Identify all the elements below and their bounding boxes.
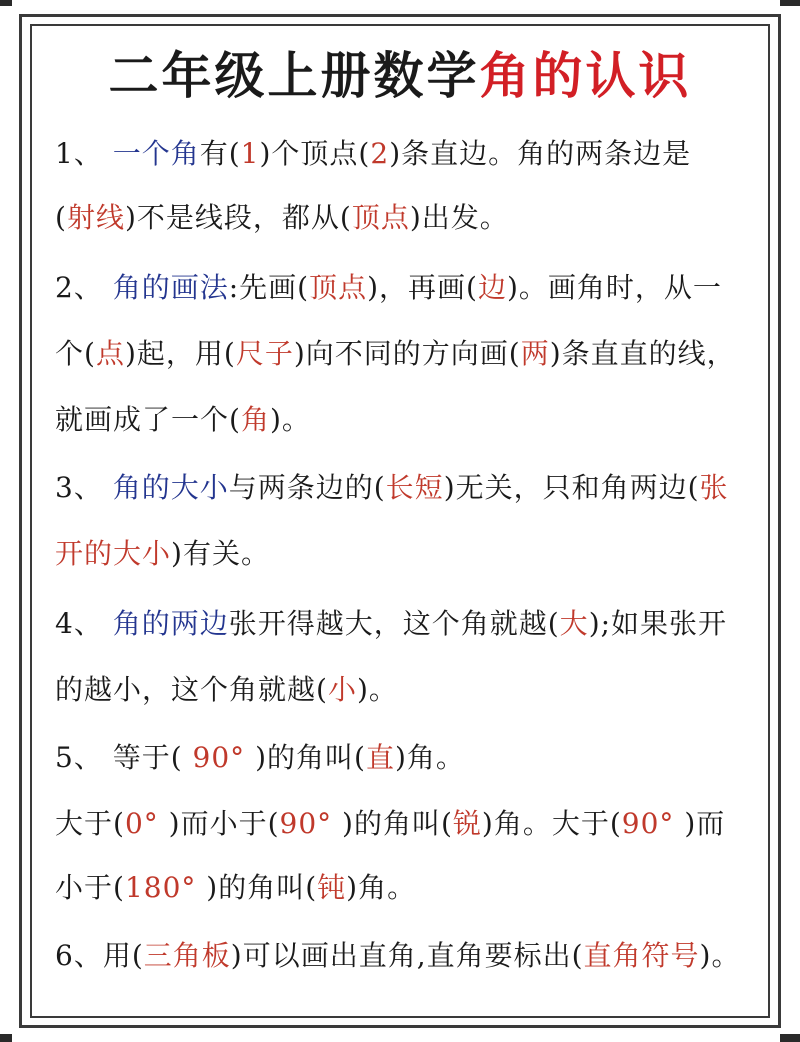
- body-text: 个(: [55, 337, 96, 370]
- title-main: 二年级上册数学: [108, 46, 480, 105]
- text-line: [55, 468, 755, 508]
- body-text: )可以画出直角,直角要标出(: [230, 939, 584, 972]
- text-line: [55, 738, 755, 778]
- body-text: 的越小，这个角就越(: [55, 673, 328, 706]
- body-text: 就画成了一个(: [55, 403, 241, 436]
- answer-text: 两: [520, 337, 550, 370]
- text-line: [55, 134, 755, 174]
- body-text: )。: [269, 403, 311, 436]
- body-text: );如果张开: [588, 607, 728, 640]
- body-text: )角。: [394, 741, 465, 774]
- text-line: [55, 604, 755, 644]
- body-text: )。: [356, 673, 398, 706]
- text-line: [55, 400, 755, 440]
- answer-text: 顶点: [351, 201, 410, 234]
- body-text: 与两条边的(: [228, 471, 386, 504]
- answer-text: 1: [240, 137, 260, 170]
- text-line: [55, 868, 755, 908]
- text-line: [55, 198, 755, 238]
- text-line: [55, 334, 755, 374]
- answer-text: 长短: [385, 471, 444, 504]
- answer-text: 小: [327, 673, 357, 706]
- body-text: )出发。: [409, 201, 509, 234]
- body-text: 1、: [55, 137, 113, 170]
- answer-text: 2: [370, 137, 390, 170]
- answer-text: 边: [477, 271, 507, 304]
- answer-text: 90°: [621, 807, 675, 840]
- answer-text: 大: [559, 607, 589, 640]
- text-line: [55, 534, 755, 574]
- body-text: )。: [699, 939, 741, 972]
- body-text: )角。: [346, 871, 417, 904]
- answer-text: 锐: [452, 807, 482, 840]
- body-text: )的角叫(: [245, 741, 366, 774]
- body-text: )有关。: [171, 537, 270, 570]
- answer-text: 直: [365, 741, 395, 774]
- body-text: )条直直的线，: [549, 337, 736, 370]
- answer-text: 尺子: [235, 337, 294, 370]
- answer-text: 张: [699, 471, 729, 504]
- answer-text: 角: [240, 403, 270, 436]
- body-text: 4、: [55, 607, 113, 640]
- keyword-text: 一个角: [112, 137, 200, 170]
- corner-mark-top-left: [0, 0, 12, 6]
- answer-text: 直角符号: [583, 939, 700, 972]
- answer-text: 三角板: [143, 939, 231, 972]
- answer-text: 0°: [124, 807, 159, 840]
- corner-mark-bottom-left: [0, 1034, 12, 1042]
- body-text: 大于(: [55, 807, 125, 840]
- answer-text: 点: [95, 337, 125, 370]
- body-text: (: [55, 201, 67, 234]
- body-text: )而: [674, 807, 726, 840]
- body-text: 6、用(: [55, 939, 144, 972]
- body-text: :先画(: [228, 271, 310, 304]
- body-text: 小于(: [55, 871, 125, 904]
- text-line: [55, 804, 755, 844]
- body-text: )，再画(: [367, 271, 478, 304]
- answer-text: 顶点: [309, 271, 368, 304]
- keyword-text: 角的大小: [112, 471, 229, 504]
- page-title: [0, 46, 800, 106]
- body-text: )而小于(: [158, 807, 280, 840]
- text-line: [55, 670, 755, 710]
- keyword-text: 角的画法: [112, 271, 229, 304]
- answer-text: 开的大小: [55, 537, 172, 570]
- title-highlight: 角的认识: [479, 46, 692, 105]
- answer-text: 180°: [124, 871, 197, 904]
- body-text: 3、: [55, 471, 113, 504]
- corner-mark-bottom-right: [780, 1034, 800, 1042]
- body-text: )起，用(: [124, 337, 236, 370]
- body-text: )条直边。角的两条边是: [389, 137, 692, 170]
- answer-text: 钝: [317, 871, 347, 904]
- keyword-text: 角的两边: [112, 607, 229, 640]
- text-line: [55, 268, 755, 308]
- body-text: )的角叫(: [196, 871, 318, 904]
- body-text: 有(: [199, 137, 241, 170]
- body-text: )向不同的方向画(: [293, 337, 521, 370]
- text-line: [55, 936, 755, 976]
- body-text: )的角叫(: [332, 807, 453, 840]
- body-text: )角。大于(: [481, 807, 622, 840]
- body-text: 张开得越大，这个角就越(: [228, 607, 560, 640]
- body-text: )无关，只和角两边(: [443, 471, 700, 504]
- answer-text: 90°: [279, 807, 333, 840]
- body-text: 2、: [55, 271, 113, 304]
- corner-mark-top-right: [780, 0, 800, 6]
- answer-text: 90°: [192, 741, 246, 774]
- answer-text: 射线: [66, 201, 125, 234]
- body-text: )个顶点(: [259, 137, 371, 170]
- body-text: )。画角时，从一: [506, 271, 722, 304]
- body-text: 5、 等于(: [55, 741, 193, 774]
- body-text: )不是线段，都从(: [124, 201, 352, 234]
